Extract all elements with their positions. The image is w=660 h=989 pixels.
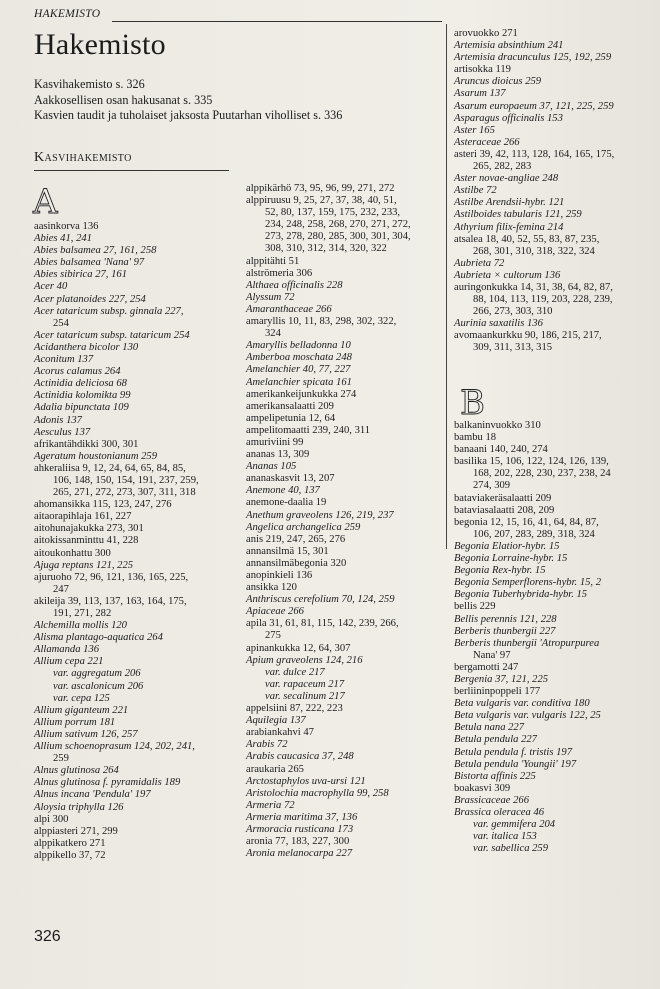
index-entry: Amelanchier 40, 77, 227 xyxy=(246,364,351,376)
index-entry: basilika 15, 106, 122, 124, 126, 139, xyxy=(454,456,609,468)
index-entry: aitohunajakukka 273, 301 xyxy=(34,523,144,535)
index-entry: 191, 271, 282 xyxy=(53,608,112,619)
index-entry: Bellis perennis 121, 228 xyxy=(454,613,557,625)
intro-block xyxy=(34,77,342,124)
index-entry: Asteraceae 266 xyxy=(454,136,520,148)
index-entry: Acorus calamus 264 xyxy=(34,366,121,378)
index-entry: auringonkukka 14, 31, 38, 64, 82, 87, xyxy=(454,281,613,293)
index-entry: Ajuga reptans 121, 225 xyxy=(34,559,134,571)
index-entry: afrikantähdikki 300, 301 xyxy=(34,438,139,450)
index-entry: Armeria 72 xyxy=(246,799,295,811)
index-entry: bambu 18 xyxy=(454,432,497,444)
index-entry: Allamanda 136 xyxy=(34,644,100,656)
index-entry: 168, 202, 228, 230, 237, 238, 24 xyxy=(473,468,611,480)
intro-line: Aakkosellisen osan hakusanat s. 335 xyxy=(34,92,213,107)
index-entry: anemone-daalia 19 xyxy=(246,497,327,509)
letter-a-initial: A xyxy=(33,182,58,222)
index-entry: bellis 229 xyxy=(454,601,496,613)
index-entry: Artemisia absinthium 241 xyxy=(454,40,564,52)
index-entry: ananaskasvit 13, 207 xyxy=(246,473,335,485)
index-entry: Alyssum 72 xyxy=(246,291,295,303)
index-entry: Apium graveolens 124, 216 xyxy=(246,654,363,666)
page-number: 326 xyxy=(34,928,61,945)
index-entry: Amelanchier spicata 161 xyxy=(246,376,352,388)
index-entry: var. cepa 125 xyxy=(53,692,110,704)
index-entry: Aurinia saxatilis 136 xyxy=(454,318,543,330)
index-entry: Apiaceae 266 xyxy=(246,606,304,618)
index-entry: 52, 80, 137, 159, 175, 232, 233, xyxy=(265,207,401,219)
index-entry: Acer tataricum subsp. tataricum 254 xyxy=(34,329,190,341)
index-entry: annansilmäbegonia 320 xyxy=(246,557,347,569)
index-entry: Astilbe Arendsii-hybr. 121 xyxy=(454,197,565,209)
index-entry: Aster novae-angliae 248 xyxy=(454,173,559,185)
index-entry: Aconitum 137 xyxy=(34,354,94,366)
index-entry: aronia 77, 183, 227, 300 xyxy=(246,836,350,848)
index-column-c-bottom xyxy=(454,420,660,855)
index-entry: 324 xyxy=(265,328,281,340)
index-entry: bataviasalaatti 208, 209 xyxy=(454,504,555,516)
index-entry: Acer tataricum subsp. ginnala 227, xyxy=(34,305,184,317)
index-entry: Aquilegia 137 xyxy=(246,715,306,727)
index-entry: Beta vulgaris var. conditiva 180 xyxy=(454,698,590,710)
index-entry: Amaryllis belladonna 10 xyxy=(246,340,351,352)
index-entry: Berberis thunbergii 227 xyxy=(454,625,556,637)
index-entry: boakasvi 309 xyxy=(454,782,511,794)
running-head-rule xyxy=(112,21,442,22)
index-entry: arovuokko 271 xyxy=(454,28,518,39)
index-entry: Acer 40 xyxy=(34,281,68,293)
index-entry: annansilmä 15, 301 xyxy=(246,545,329,557)
index-entry: Allium cepa 221 xyxy=(34,656,104,668)
index-entry: var. secalinum 217 xyxy=(265,690,345,702)
index-entry: Asparagus officinalis 153 xyxy=(454,112,563,124)
index-entry: Betula pendula f. tristis 197 xyxy=(454,746,573,758)
section-heading: Kasvihakemisto xyxy=(34,150,132,165)
index-entry: 308, 310, 312, 314, 320, 322 xyxy=(265,243,387,255)
index-entry: Allium schoenoprasum 124, 202, 241, xyxy=(34,741,195,753)
index-entry: Alnus incana 'Pendula' 197 xyxy=(34,789,151,801)
index-entry: Aronia melanocarpa 227 xyxy=(246,848,353,860)
index-entry: Alnus glutinosa 264 xyxy=(34,765,119,777)
index-entry: alströmeria 306 xyxy=(246,267,313,279)
index-entry: Beta vulgaris var. vulgaris 122, 25 xyxy=(454,710,601,722)
index-entry: 266, 273, 303, 310 xyxy=(473,306,553,318)
index-entry: Aubrieta 72 xyxy=(454,257,505,269)
index-entry: Asarum europaeum 37, 121, 225, 259 xyxy=(454,100,614,112)
intro-line: Kasvien taudit ja tuholaiset jaksosta Puutarhan viholliset s. 336 xyxy=(34,108,343,123)
index-entry: amerikansalaatti 209 xyxy=(246,400,334,412)
index-entry: Abies balsamea 'Nana' 97 xyxy=(34,257,145,269)
intro-line: Kasvihakemisto s. 326 xyxy=(34,77,145,91)
index-entry: ampelipetunia 12, 64 xyxy=(246,412,336,424)
index-entry: Allium giganteum 221 xyxy=(34,704,129,716)
index-entry: bergamotti 247 xyxy=(454,661,519,673)
index-entry: Aster 165 xyxy=(454,124,495,136)
index-entry: amerikankeijunkukka 274 xyxy=(246,388,357,400)
index-entry: Armeria maritima 37, 136 xyxy=(246,811,358,823)
index-entry: apinankukka 12, 64, 307 xyxy=(246,642,351,654)
index-entry: var. dulce 217 xyxy=(265,666,325,678)
index-entry: 259 xyxy=(53,753,69,765)
index-entry: Anthriscus cerefolium 70, 124, 259 xyxy=(246,594,395,606)
letter-b-initial: B xyxy=(460,383,485,423)
index-entry: 275 xyxy=(265,630,281,642)
index-entry: 106, 207, 283, 289, 318, 324 xyxy=(473,528,595,540)
index-column-c-top xyxy=(454,28,660,355)
index-entry: Arabis 72 xyxy=(246,739,288,751)
index-entry: var. gemmifera 204 xyxy=(473,819,556,831)
index-entry: Begonia Rex-hybr. 15 xyxy=(454,565,546,577)
index-entry: alppikatkero 271 xyxy=(34,837,106,849)
index-entry: ahomansikka 115, 123, 247, 276 xyxy=(34,499,172,511)
index-entry: Betula nana 227 xyxy=(454,722,525,734)
index-entry: aitaorapihlaja 161, 227 xyxy=(34,511,132,523)
index-entry: Bergenia 37, 121, 225 xyxy=(454,673,549,685)
index-entry: Ananas 105 xyxy=(246,461,297,473)
index-entry: 273, 278, 280, 285, 300, 301, 304, xyxy=(265,231,411,243)
index-entry: aitoukonhattu 300 xyxy=(34,547,111,559)
index-entry: Nana' 97 xyxy=(473,649,511,661)
index-entry: Adalia bipunctata 109 xyxy=(34,402,129,414)
index-entry: 254 xyxy=(53,317,69,329)
index-entry: Begonia Semperflorens-hybr. 15, 2 xyxy=(454,577,602,589)
index-entry: ahkeraliisa 9, 12, 24, 64, 65, 84, 85, xyxy=(34,462,186,474)
index-entry: aitokissanminttu 41, 228 xyxy=(34,535,139,547)
index-entry: Betula pendula 227 xyxy=(454,734,537,746)
index-entry: artisokka 119 xyxy=(454,64,511,76)
index-entry: amaryllis 10, 11, 83, 298, 302, 322, xyxy=(246,316,397,328)
index-entry: Asarum 137 xyxy=(454,88,506,100)
index-entry: 274, 309 xyxy=(473,480,511,492)
index-entry: Arabis caucasica 37, 248 xyxy=(246,751,354,763)
index-entry: 268, 301, 310, 318, 322, 324 xyxy=(473,245,595,257)
running-head: HAKEMISTO xyxy=(34,8,101,20)
index-entry: Alchemilla mollis 120 xyxy=(34,620,127,632)
index-entry: Amaranthaceae 266 xyxy=(246,303,332,315)
index-entry: Armoracia rusticana 173 xyxy=(246,823,354,835)
index-entry: Aristolochia macrophylla 99, 258 xyxy=(246,787,389,799)
index-entry: alppitähti 51 xyxy=(246,255,300,267)
index-column-b xyxy=(246,183,446,860)
index-entry: Alisma plantago-aquatica 264 xyxy=(34,632,163,644)
index-entry: var. italica 153 xyxy=(473,831,537,843)
index-entry: Bistorta affinis 225 xyxy=(454,770,536,782)
index-entry: Brassica oleracea 46 xyxy=(454,807,545,818)
index-entry: 265, 282, 283 xyxy=(473,161,532,173)
index-entry: Adonis 137 xyxy=(34,414,82,426)
index-entry: Aesculus 137 xyxy=(34,426,91,438)
index-entry: banaani 140, 240, 274 xyxy=(454,444,548,456)
index-entry: var. rapaceum 217 xyxy=(265,678,345,690)
index-entry: bataviakeräsalaatti 209 xyxy=(454,492,552,504)
index-entry: arabiankahvi 47 xyxy=(246,727,314,739)
index-entry: ananas 13, 309 xyxy=(246,449,310,461)
index-entry: Brassicaceae 266 xyxy=(454,794,530,806)
index-entry: 234, 248, 258, 268, 270, 271, 272, xyxy=(265,219,411,231)
index-entry: Begonia Elatior-hybr. 15 xyxy=(454,540,560,552)
index-entry: Allium porrum 181 xyxy=(34,716,116,728)
index-column-a xyxy=(34,221,234,862)
index-entry: Astilbe 72 xyxy=(454,185,497,197)
index-entry: Aubrieta × cultorum 136 xyxy=(454,269,561,281)
index-entry: Artemisia dracunculus 125, 192, 259 xyxy=(454,52,612,64)
index-entry: 247 xyxy=(53,583,69,595)
index-entry: Acer platanoides 227, 254 xyxy=(34,293,146,305)
page-title: Hakemisto xyxy=(34,28,166,61)
index-entry: Begonia Tuberhybrida-hybr. 15 xyxy=(454,589,588,601)
index-entry: begonia 12, 15, 16, 41, 64, 84, 87, xyxy=(454,516,599,528)
index-entry: alppikello 37, 72 xyxy=(34,849,106,861)
index-entry: Allium sativum 126, 257 xyxy=(34,728,138,740)
index-entry: Athyrium filix-femina 214 xyxy=(454,221,564,233)
index-entry: amuriviini 99 xyxy=(246,436,304,448)
index-entry: 265, 271, 272, 273, 307, 311, 318 xyxy=(53,487,196,499)
index-entry: anis 219, 247, 265, 276 xyxy=(246,533,346,545)
index-entry: Actinidia deliciosa 68 xyxy=(34,378,127,390)
index-entry: ajuruoho 72, 96, 121, 136, 165, 225, xyxy=(34,571,189,583)
index-entry: Arctostaphylos uva-ursi 121 xyxy=(246,775,366,787)
index-entry: Anethum graveolens 126, 219, 237 xyxy=(246,509,394,521)
index-entry: Alnus glutinosa f. pyramidalis 189 xyxy=(34,777,181,789)
index-entry: Abies 41, 241 xyxy=(34,233,92,245)
index-entry: Berberis thunbergii 'Atropurpurea xyxy=(454,637,600,649)
index-entry: 309, 311, 313, 315 xyxy=(473,342,553,354)
index-entry: Actinidia kolomikta 99 xyxy=(34,390,131,402)
index-entry: atsalea 18, 40, 52, 55, 83, 87, 235, xyxy=(454,233,600,245)
index-entry: Astilboides tabularis 121, 259 xyxy=(454,209,582,221)
index-entry: Anemone 40, 137 xyxy=(246,485,320,497)
index-entry: var. aggregatum 206 xyxy=(53,668,141,680)
index-entry: asteri 39, 42, 113, 128, 164, 165, 175, xyxy=(454,148,615,160)
index-entry: Betula pendula 'Youngii' 197 xyxy=(454,758,577,770)
index-entry: Ageratum houstonianum 259 xyxy=(34,450,158,462)
index-entry: 88, 104, 113, 119, 203, 228, 239, xyxy=(473,294,613,306)
index-entry: alppiasteri 271, 299 xyxy=(34,825,118,837)
index-entry: alppiruusu 9, 25, 27, 37, 38, 40, 51, xyxy=(246,195,397,207)
index-entry: Aruncus dioicus 259 xyxy=(454,76,542,88)
index-entry: 106, 148, 150, 154, 191, 237, 259, xyxy=(53,474,199,486)
index-entry: akileija 39, 113, 137, 163, 164, 175, xyxy=(34,595,187,607)
index-entry: Acidanthera bicolor 130 xyxy=(34,341,139,353)
index-entry: avomaankurkku 90, 186, 215, 217, xyxy=(454,330,602,342)
index-entry: var. sabellica 259 xyxy=(473,843,549,855)
index-entry: anopinkieli 136 xyxy=(246,570,313,581)
index-entry: appelsiini 87, 222, 223 xyxy=(246,703,343,715)
index-entry: apila 31, 61, 81, 115, 142, 239, 266, xyxy=(246,618,399,630)
index-entry: Abies sibirica 27, 161 xyxy=(34,269,127,281)
index-entry: Begonia Lorraine-hybr. 15 xyxy=(454,553,568,565)
index-entry: Amberboa moschata 248 xyxy=(246,352,352,364)
index-entry: Abies balsamea 27, 161, 258 xyxy=(34,245,157,257)
index-entry: berliininpoppeli 177 xyxy=(454,686,541,698)
index-entry: araukaria 265 xyxy=(246,763,304,775)
index-entry: Angelica archangelica 259 xyxy=(246,521,361,533)
index-entry: var. ascalonicum 206 xyxy=(53,680,144,692)
index-entry: balkaninvuokko 310 xyxy=(454,420,541,431)
index-entry: alppikärhö 73, 95, 96, 99, 271, 272 xyxy=(246,183,395,194)
index-entry: Althaea officinalis 228 xyxy=(246,279,343,291)
index-entry: alpi 300 xyxy=(34,813,69,825)
index-entry: Aloysia triphylla 126 xyxy=(34,801,124,813)
column-divider xyxy=(446,24,447,549)
index-entry: aasinkorva 136 xyxy=(34,221,99,232)
index-entry: ansikka 120 xyxy=(246,582,297,594)
index-entry: ampelitomaatti 239, 240, 311 xyxy=(246,424,371,436)
section-rule xyxy=(34,170,229,171)
